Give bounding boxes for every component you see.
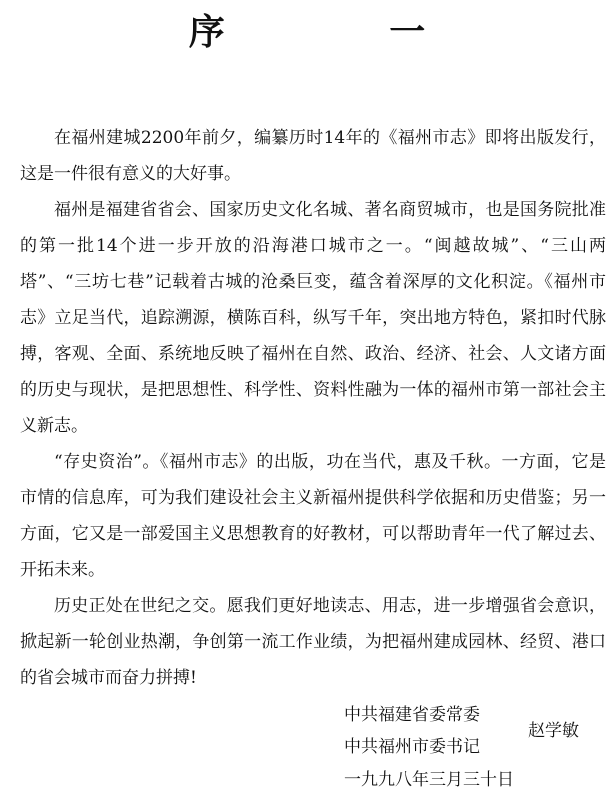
paragraph-3: “存史资治”。《福州市志》的出版，功在当代，惠及千秋。一方面，它是市情的信息库，可为我们建设社会主义新福州提供科学依据和历史借鉴；另一方面，它又是一部爱国主义思想教育的好教材，可以帮助青年一代了解过去、开拓未来。: [20, 452, 606, 580]
paragraph-1: 在福州建城2200年前夕，编纂历时14年的《福州市志》即将出版发行，这是一件很有意义的大好事。: [20, 128, 606, 184]
paragraph-2: 福州是福建省省会、国家历史文化名城、著名商贸城市，也是国务院批准的第一批14个进一步开放的沿海港口城市之一。“闽越故城”、“三山两塔”、“三坊七巷”记载着古城的沧桑巨变，蕴含着深厚的文化积淀。《福州市志》立足当代，追踪溯源，横陈百科，纵写千年，突出地方特色，紧扣时代脉搏，客观、全面、系统地反映了福州在自然、政治、经济、社会、人文诸方面的历史与现状，是把思想性、科学性、资料性融为一体的福州市第一部社会主义新志。: [20, 200, 606, 436]
paragraph-4: 历史正处在世纪之交。愿我们更好地读志、用志，进一步增强省会意识，掀起新一轮创业热潮，争创第一流工作业绩，为把福州建成园林、经贸、港口的省会城市而奋力拼搏!: [20, 596, 606, 688]
signature-title-2: 中共福州市委书记: [344, 737, 480, 757]
signature-date: 一九九八年三月三十日: [344, 770, 514, 790]
signature-name: 赵学敏: [528, 721, 579, 741]
page-title: 序 一: [188, 11, 502, 53]
signature-title-1: 中共福建省委常委: [344, 705, 480, 725]
signature-block: [344, 700, 604, 795]
preface-body: [20, 120, 606, 696]
